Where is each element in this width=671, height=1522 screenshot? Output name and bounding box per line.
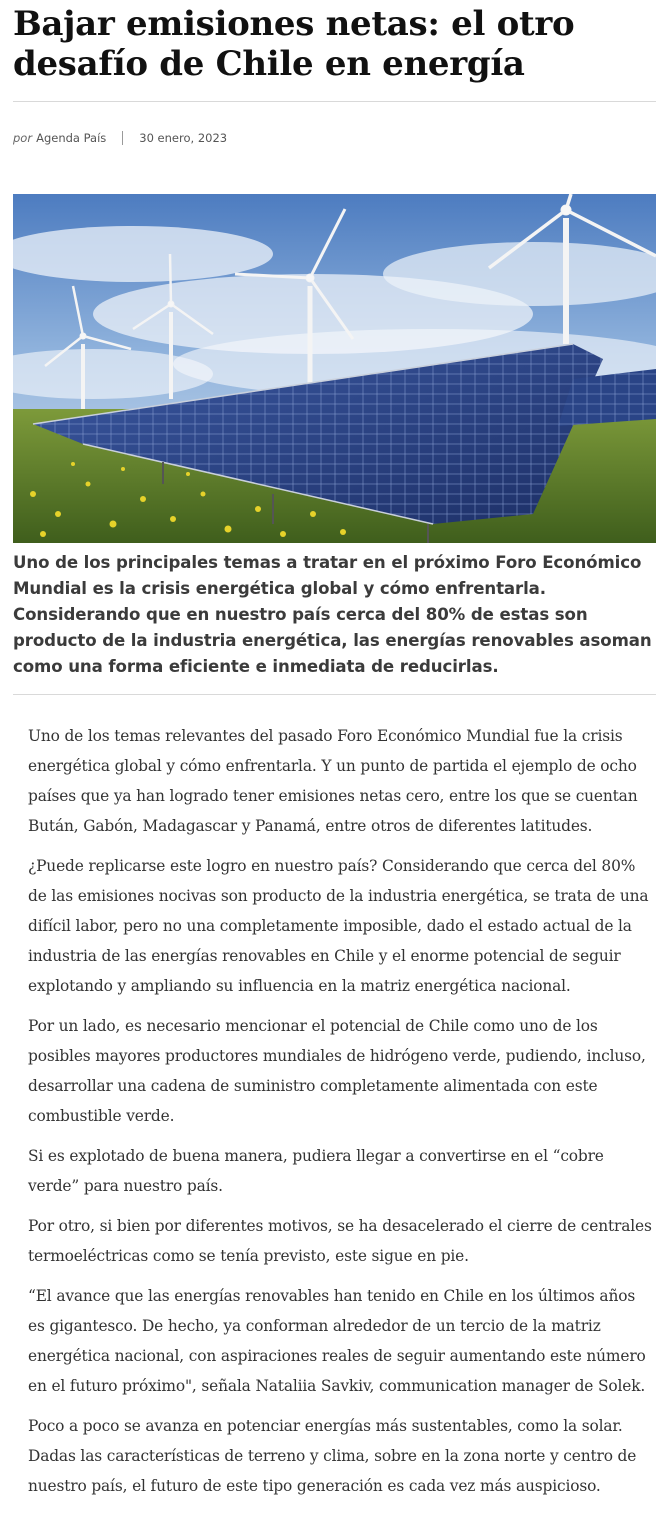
byline-prefix: por — [13, 131, 33, 145]
solar-panels-wind-turbines-photo — [13, 194, 656, 543]
paragraph: ¿Puede replicarse este logro en nuestro país? Considerando que cerca del 80% de las emisiones nocivas son producto de la industria energética, se trata de una difícil labor, pero no una completamente imposible, dado el estado actual de la industria de las energías renovables en Chile y el enorme potencial de seguir explotando y ampliando su influencia en la matriz energética nacional. — [28, 857, 649, 995]
lead-divider — [13, 694, 656, 695]
paragraph: Poco a poco se avanza en potenciar energías más sustentables, como la solar. Dadas las características de terreno y clima, sobre en la zona norte y centro de nuestro país, el futuro de este tipo generación es cada vez más auspicioso. — [28, 1417, 637, 1495]
author-link[interactable]: Agenda País — [36, 131, 107, 145]
paragraph: Por un lado, es necesario mencionar el potencial de Chile como uno de los posibles mayores productores mundiales de hidrógeno verde, pudiendo, incluso, desarrollar una cadena de suministro completamente alimentada con este combustible verde. — [28, 1017, 646, 1125]
paragraph: Uno de los temas relevantes del pasado Foro Económico Mundial fue la crisis energética global y cómo enfrentarla. Y un punto de partida el ejemplo de ocho países que ya han logrado tener emisiones netas cero, entre los que se cuentan Bután, Gabón, Madagascar y Panamá, entre otros de diferentes latitudes. — [28, 727, 638, 835]
title-divider — [13, 101, 656, 102]
hero-image — [13, 194, 656, 543]
publish-date: 30 enero, 2023 — [139, 131, 228, 145]
article-lead: Uno de los principales temas a tratar en el próximo Foro Económico Mundial es la crisis energética global y cómo enfrentarla. Considerando que en nuestro país cerca del 80% de estas son producto de la industria energética, las energías renovables asoman como una forma eficiente e inmediata de reducirlas. — [13, 553, 652, 676]
article-title: Bajar emisiones netas: el otro desafío de Chile en energía — [13, 4, 575, 84]
article — [13, 0, 656, 1511]
byline-separator — [122, 131, 123, 145]
paragraph: Por otro, si bien por diferentes motivos, se ha desacelerado el cierre de centrales termoeléctricas como se tenía previsto, este sigue en pie. — [28, 1217, 652, 1265]
paragraph: Si es explotado de buena manera, pudiera llegar a convertirse en el “cobre verde” para nuestro país. — [28, 1147, 604, 1195]
byline — [13, 128, 656, 148]
paragraph: “El avance que las energías renovables han tenido en Chile en los últimos años es gigantesco. De hecho, ya conforman alrededor de un tercio de la matriz energética nacional, con aspiraciones reales de seguir aumentando este número en el futuro próximo", señala Nataliia Savkiv, communication manager de Solek. — [28, 1287, 646, 1395]
article-body — [13, 721, 656, 1501]
